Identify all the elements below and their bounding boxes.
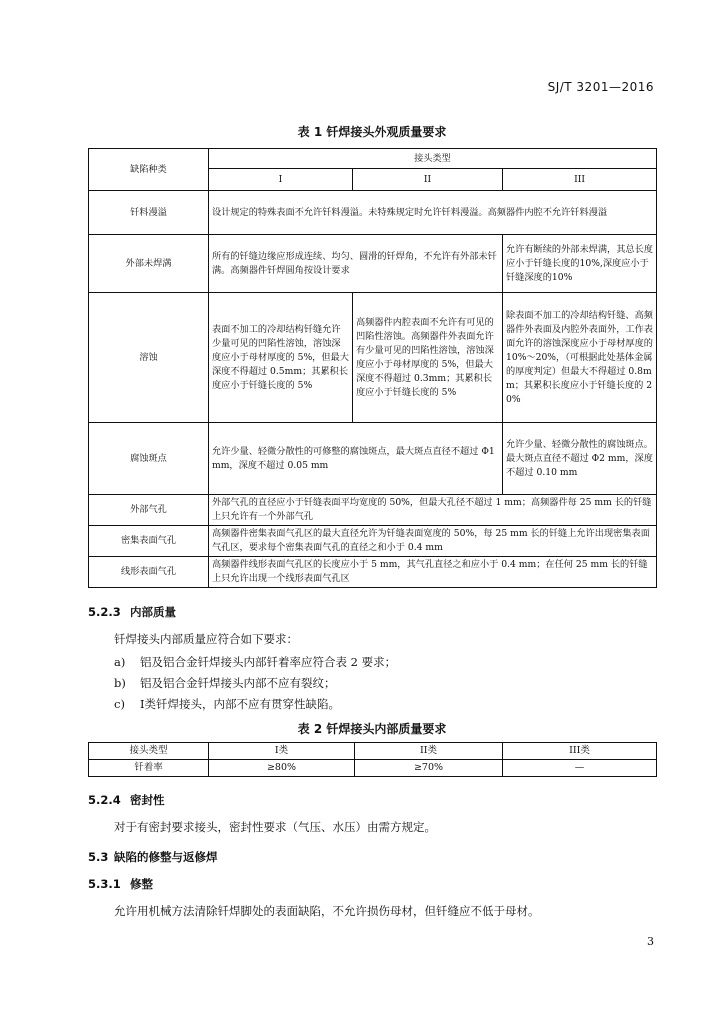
row-label-filler-overflow: 钎料漫溢 [89,191,209,235]
t2-head-type-3: III类 [503,743,657,760]
section-number: 5.3 [88,850,109,864]
appearance-quality-table [88,148,657,588]
row-text-erosion-iii: 除表面不加工的冷却结构钎缝、高频器件外表面及内腔外表面外，工作表面允许的溶蚀深度应小于母材厚度的10%～20%，（可根据此处基体金属的厚度判定）但最大不得超过 0.8mm；其累积长度应小于钎缝长度的 20% [503,293,657,423]
header-type-2: II [353,169,503,191]
t2-value-type-3: — [503,760,657,777]
page-number: 3 [647,935,654,948]
list-item [114,654,396,670]
row-text-external-pores: 外部气孔的直径应小于钎缝表面平均宽度的 50%，但最大孔径不超过 1 mm；高频器件每 25 mm 长的钎缝上只允许有一个外部气孔 [209,495,657,526]
row-label-external-pores: 外部气孔 [89,495,209,526]
row-label-erosion: 溶蚀 [89,293,209,423]
list-item [114,675,336,691]
list-item [114,696,340,712]
list-marker: c) [114,697,125,711]
t2-head-type-2: II类 [355,743,503,760]
section-5-2-4-heading [88,792,165,808]
section-5-2-3-heading [88,604,176,620]
header-type-1: I [209,169,353,191]
table1-caption: 表 1 钎焊接头外观质量要求 [297,125,447,139]
section-5-2-3-intro: 钎焊接头内部质量应符合如下要求： [114,632,298,646]
t2-head-joint-type: 接头类型 [89,743,209,760]
section-title: 密封性 [130,793,165,807]
row-text-filler-overflow: 设计规定的特殊表面不允许钎料漫溢。未特殊规定时允许钎料漫溢。高频器件内腔不允许钎料漫溢 [209,191,657,235]
section-5-3-1-text: 允许用机械方法清除钎焊脚处的表面缺陷，不允许损伤母材，但钎缝应不低于母材。 [114,904,540,918]
section-5-3-1-heading [88,876,153,892]
row-text-erosion-i: 表面不加工的冷却结构钎缝允许少量可见的凹陷性溶蚀，溶蚀深度应小于母材厚度的 5%，但最大深度不得超过 0.5mm；其累积长度应小于钎缝长度的 5% [209,293,353,423]
row-label-external-underfill: 外部未焊满 [89,235,209,293]
t2-value-type-1: ≥80% [209,760,355,777]
t2-value-type-2: ≥70% [355,760,503,777]
list-marker: b) [114,676,126,690]
section-number: 5.2.4 [88,793,121,807]
list-text: 铝及铝合金钎焊接头内部钎着率应符合表 2 要求； [140,655,397,669]
section-title: 缺陷的修整与返修焊 [114,850,218,864]
row-label-dense-pores: 密集表面气孔 [89,526,209,557]
t2-head-type-1: I类 [209,743,355,760]
internal-quality-table [88,742,657,777]
row-text-erosion-ii: 高频器件内腔表面不允许有可见的凹陷性溶蚀。高频器件外表面允许有少量可见的凹陷性溶蚀，溶蚀深度应小于母材厚度的 5%，但最大深度不得超过 0.3mm；其累积长度应小于钎缝长度的 5% [353,293,503,423]
row-text-corrosion-i-ii: 允许少量、轻微分散性的可修整的腐蚀斑点，最大斑点直径不超过 Φ1 mm，深度不超过 0.05 mm [209,423,503,495]
section-5-3-heading [88,849,218,865]
section-number: 5.2.3 [88,605,121,619]
section-title: 修整 [130,877,153,891]
row-text-linear-pores: 高频器件线形表面气孔区的长度应小于 5 mm，其气孔直径之和应小于 0.4 mm；在任何 25 mm 长的钎缝上只允许出现一个线形表面气孔区 [209,557,657,588]
row-text-corrosion-iii: 允许少量、轻微分散性的腐蚀斑点。最大斑点直径不超过 Φ2 mm，深度不超过 0.10 mm [503,423,657,495]
list-marker: a) [114,655,126,669]
section-title: 内部质量 [130,605,176,619]
list-text: 铝及铝合金钎焊接头内部不应有裂纹； [140,676,336,690]
row-label-linear-pores: 线形表面气孔 [89,557,209,588]
standard-number: SJ/T 3201—2016 [547,80,654,94]
table2-caption: 表 2 钎焊接头内部质量要求 [297,722,447,736]
header-joint-type: 接头类型 [209,149,657,169]
t2-row-label: 钎着率 [89,760,209,777]
row-text-underfill-i-ii: 所有的钎缝边缘应形成连续、均匀、圆滑的钎焊角，不允许有外部未钎满。高频器件钎焊圆角按设计要求 [209,235,503,293]
header-type-3: III [503,169,657,191]
row-text-underfill-iii: 允许有断续的外部未焊满，其总长度应小于钎缝长度的10%,深度应小于钎缝深度的10% [503,235,657,293]
row-label-corrosion-spots: 腐蚀斑点 [89,423,209,495]
row-text-dense-pores: 高频器件密集表面气孔区的最大直径允许为钎缝表面宽度的 50%，每 25 mm 长的钎缝上允许出现密集表面气孔区，要求每个密集表面气孔的直径之和小于 0.4 mm [209,526,657,557]
header-defect-type: 缺陷种类 [89,149,209,191]
list-text: Ⅰ类钎焊接头，内部不应有贯穿性缺陷。 [140,697,341,711]
section-number: 5.3.1 [88,877,121,891]
section-5-2-4-text: 对于有密封要求接头，密封性要求（气压、水压）由需方规定。 [114,820,436,834]
